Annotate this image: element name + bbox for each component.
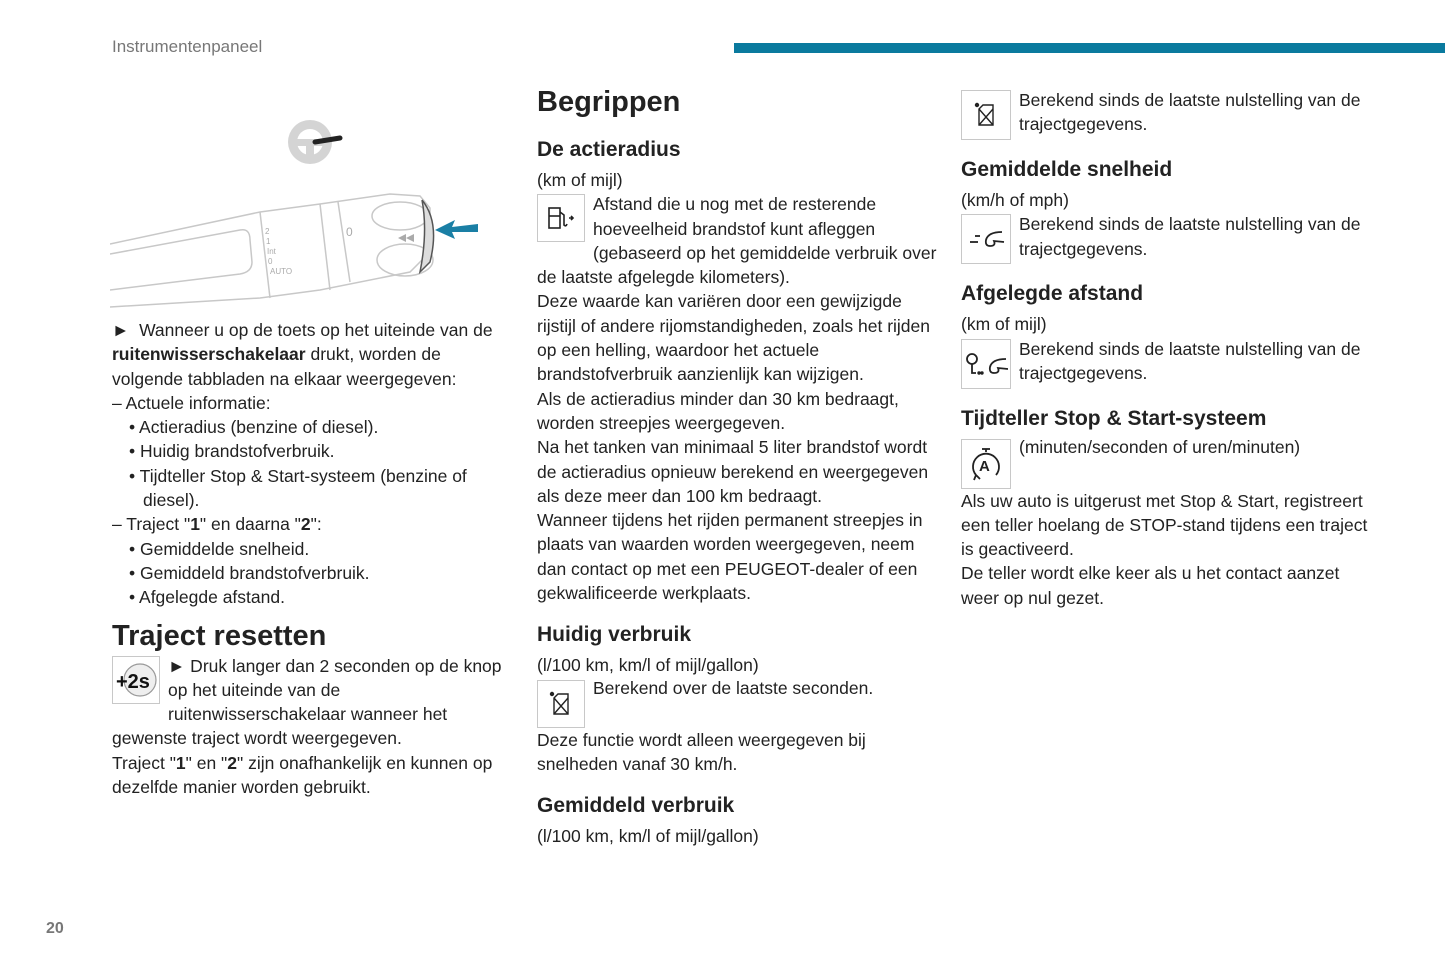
section-title: Begrippen	[537, 86, 681, 118]
distance-heading: Afgelegde afstand	[961, 282, 1144, 306]
arrow-icon	[435, 220, 478, 239]
running-header: Instrumentenpaneel	[112, 37, 263, 56]
current-heading: Huidig verbruik	[537, 623, 692, 647]
speed-icon-row	[961, 212, 1371, 264]
current-unit: (l/100 km, km/l of mijl/gallon)	[537, 655, 759, 676]
svg-text:Int: Int	[267, 247, 276, 256]
speed-heading: Gemiddelde snelheid	[961, 158, 1173, 181]
svg-text:0: 0	[268, 257, 273, 266]
wiper-stalk-illustration	[110, 112, 490, 312]
current-description: Berekend over de laatste seconden.	[593, 677, 874, 698]
reset-note: Traject "1" en "2" zijn onafhankelijk en kunnen op dezelfde manier worden gebruikt.	[112, 752, 493, 798]
range-unit: (km of mijl)	[537, 170, 623, 190]
fuel-can-icon	[961, 90, 1011, 140]
speed-unit: (km/h of mph)	[961, 190, 1069, 210]
range-p1: Deze waarde kan variëren door een gewijzigde rijstijl of andere rijomstandigheden, zoals het rijden op een helling, waardoor het actuele brandstofverbruik aanzienlijk kan wijzigen.	[537, 291, 930, 385]
steering-wheel-icon	[288, 120, 340, 164]
stopstart-unit: (minuten/seconden of uren/minuten)	[1019, 436, 1301, 457]
fuel-pump-icon	[537, 194, 585, 242]
avg-consumption-description: Berekend sinds de laatste nulstelling van de trajectgegevens.	[1019, 90, 1361, 135]
svg-text:1: 1	[266, 237, 271, 246]
speed-description: Berekend sinds de laatste nulstelling van de trajectgegevens.	[1019, 214, 1361, 259]
list-item: • Tijdteller Stop & Start-systeem (benzine of diesel).	[129, 465, 467, 511]
stopstart-icon-row	[961, 437, 1371, 489]
page-number: 20	[46, 920, 64, 937]
current-icon-row	[537, 678, 937, 728]
stopstart-heading: Tijdteller Stop & Start-systeem	[961, 406, 1267, 430]
column-middle	[537, 84, 937, 849]
avg-consumption-icon-row	[961, 88, 1371, 140]
distance-unit: (km of mijl)	[961, 314, 1047, 335]
range-p4: Wanneer tijdens het rijden permanent streepjes in plaats van waarden worden weergegeven, neem dan contact op met een PEUGEOT-dealer of een gekwalificeerde werkplaats.	[537, 510, 923, 604]
group2-label: – Traject "1" en daarna "2":	[112, 514, 322, 535]
svg-text:+2s: +2s	[116, 670, 150, 693]
average-speed-icon	[961, 214, 1011, 264]
list-item: • Gemiddelde snelheid.	[129, 538, 310, 559]
range-icon-row	[537, 192, 937, 289]
svg-text:2: 2	[265, 227, 270, 236]
column-right	[961, 88, 1371, 610]
average-unit: (l/100 km, km/l of mijl/gallon)	[537, 826, 759, 847]
reset-block	[112, 654, 512, 800]
stopstart-p1: Als uw auto is uitgerust met Stop & Start, registreert een teller hoelang de STOP-stand tijdens een traject is geactiveerd.	[961, 490, 1368, 560]
reset-title: Traject resetten	[112, 619, 327, 652]
header-accent-bar	[734, 43, 1445, 53]
distance-icon	[961, 339, 1011, 389]
intro-paragraph: ► Wanneer u op de toets op het uiteinde van de ruitenwisserschakelaar drukt, worden de volgende tabbladen na elkaar weergegeven:	[112, 320, 493, 389]
list-item: • Afgelegde afstand.	[129, 587, 285, 608]
fuel-can-icon	[537, 680, 585, 728]
reset-instruction: ► Druk langer dan 2 seconden op de knop op het uiteinde van de ruitenwisserschakelaar wanneer het gewenste traject wordt weergegeven.	[112, 655, 502, 749]
list-item: • Gemiddeld brandstofverbruik.	[129, 562, 370, 583]
list-item: • Actieradius (benzine of diesel).	[129, 417, 379, 438]
range-description: Afstand die u nog met de resterende hoeveelheid brandstof kunt afleggen (gebaseerd op het gemiddelde verbruik over de laatste afgelegde kilometers).	[537, 194, 937, 288]
list-item: • Huidig brandstofverbruik.	[129, 441, 335, 462]
svg-text:AUTO: AUTO	[270, 267, 293, 276]
range-p2: Als de actieradius minder dan 30 km bedraagt, worden streepjes weergegeven.	[537, 388, 899, 433]
range-heading: De actieradius	[537, 138, 681, 161]
range-p3: Na het tanken van minimaal 5 liter brandstof wordt de actieradius opnieuw berekend en weergegeven als deze meer dan 100 km bedraagt.	[537, 437, 929, 506]
reset-2s-icon	[112, 656, 160, 704]
column-left	[112, 318, 512, 799]
distance-description: Berekend sinds de laatste nulstelling van de trajectgegevens.	[1019, 338, 1361, 383]
distance-icon-row	[961, 337, 1371, 389]
stopstart-p2: De teller wordt elke keer als u het contact aanzet weer op nul gezet.	[961, 563, 1340, 608]
group1-label: – Actuele informatie:	[112, 392, 271, 413]
svg-text:A: A	[979, 457, 990, 475]
stop-start-icon	[961, 439, 1011, 489]
current-note: Deze functie wordt alleen weergegeven bij snelheden vanaf 30 km/h.	[537, 729, 866, 774]
average-heading: Gemiddeld verbruik	[537, 794, 735, 818]
svg-text:0: 0	[346, 225, 353, 239]
